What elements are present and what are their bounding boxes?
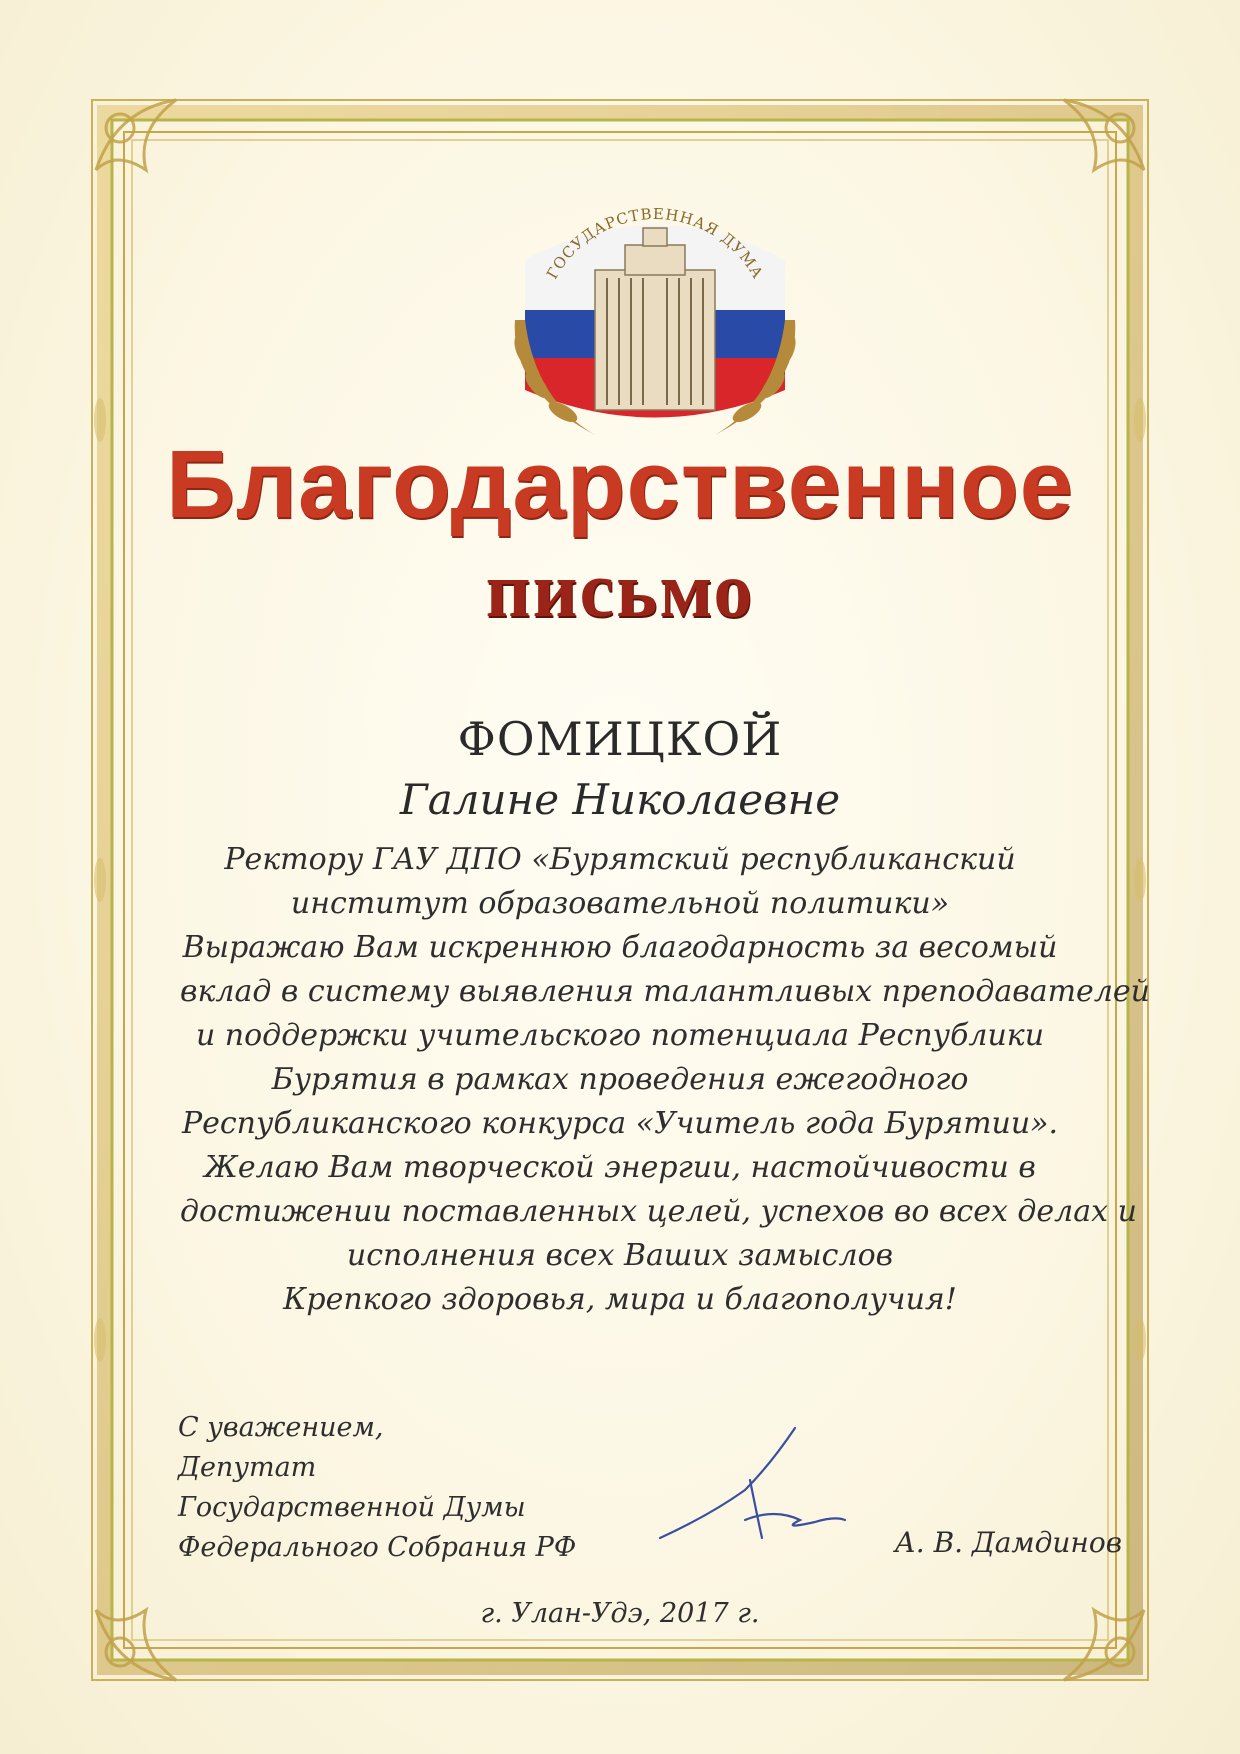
signer-title-line: Депутат: [178, 1452, 317, 1483]
place-date: г. Улан-Удэ, 2017 г.: [480, 1598, 760, 1629]
body-line: вклад в систему выявления талантливых преподавателей: [180, 974, 1150, 1009]
signature-block: [178, 1408, 576, 1568]
signer-title-line: Государственной Думы: [178, 1492, 526, 1523]
body-line: Желаю Вам творческой энергии, настойчивости в: [204, 1150, 1036, 1185]
document-subtitle: письмо: [485, 546, 755, 633]
body-line: достижении поставленных целей, успехов во всех делах и: [180, 1194, 1137, 1229]
body-line: и поддержки учительского потенциала Республики: [195, 1018, 1045, 1053]
body-line: Республиканского конкурса «Учитель года Бурятии».: [181, 1106, 1059, 1141]
body-line: Ректору ГАУ ДПО «Бурятский республиканский: [224, 842, 1016, 877]
closing-line: С уважением,: [178, 1412, 384, 1443]
handwritten-signature: [650, 1420, 850, 1560]
body-line: Бурятия в рамках проведения ежегодного: [271, 1062, 969, 1097]
body-line: исполнения всех Ваших замыслов: [346, 1238, 894, 1273]
signer-title-line: Федерального Собрания РФ: [178, 1532, 577, 1563]
body-line: Выражаю Вам искреннюю благодарность за весомый: [182, 930, 1058, 965]
body-line: Крепкого здоровья, мира и благополучия!: [283, 1282, 957, 1317]
emblem-arc-text: ГОСУДАРСТВЕННАЯ ДУМА: [542, 204, 768, 283]
state-duma-emblem: [485, 200, 825, 450]
recipient-surname: ФОМИЦКОЙ: [457, 712, 783, 766]
recipient-given-name: Галине Николаевне: [399, 775, 841, 824]
body-line: институт образовательной политики»: [290, 886, 950, 921]
document-title: Благодарственное: [166, 431, 1074, 538]
signer-name: А. В. Дамдинов: [894, 1526, 1122, 1559]
letter-body: [180, 838, 1150, 1322]
